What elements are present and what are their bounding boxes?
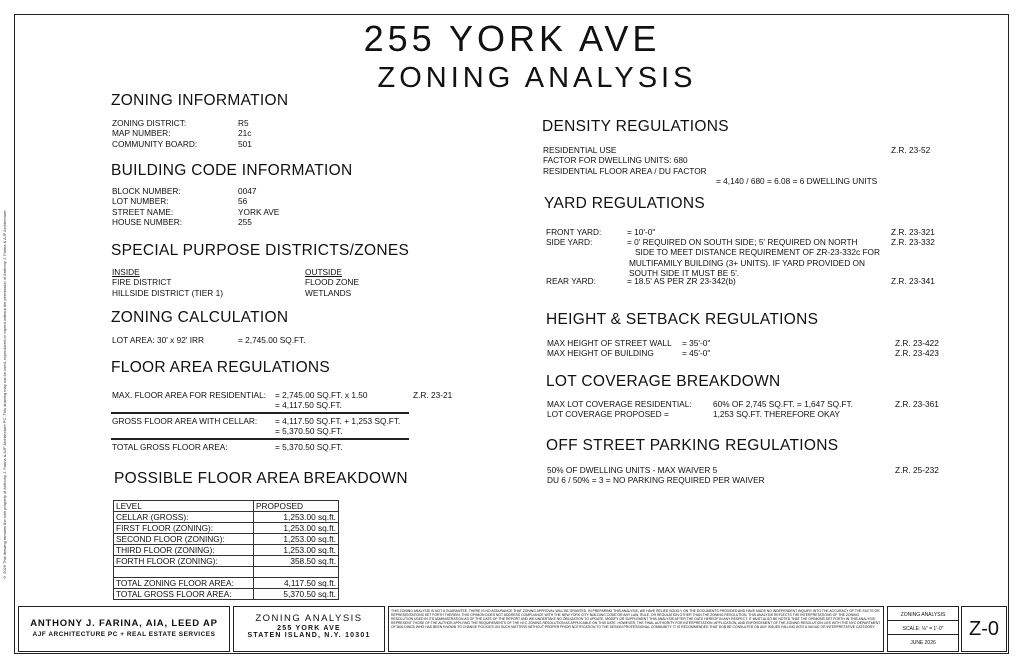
sheet-info-block	[887, 606, 959, 652]
front-yard-label: FRONT YARD:	[546, 227, 602, 237]
project-address-line1: 255 YORK AVE	[277, 625, 341, 632]
density-ref: Z.R. 23-52	[891, 145, 931, 155]
table-row	[114, 567, 339, 578]
page-subtitle: ZONING ANALYSIS	[377, 62, 697, 94]
table-row: CELLAR (GROSS): 1,253.00 sq.ft.	[114, 512, 339, 523]
parking-text: 50% OF DWELLING UNITS - MAX WAIVER 5 DU 6 / 50% = 3 = NO PARKING REQUIRED PER WAIVER	[547, 465, 765, 486]
building-code-labels: BLOCK NUMBER: LOT NUMBER: STREET NAME: HOUSE NUMBER:	[112, 186, 183, 227]
table-row: TOTAL GROSS FLOOR AREA: 5,370.50 sq.ft.	[114, 588, 339, 599]
yard-heading: YARD REGULATIONS	[544, 195, 705, 212]
parking-ref: Z.R. 25-232	[895, 465, 939, 475]
total-gross-label: TOTAL GROSS FLOOR AREA:	[112, 442, 228, 452]
sheet-number: Z-0	[961, 606, 1007, 652]
gross-floor-area-label: GROSS FLOOR AREA WITH CELLAR:	[112, 416, 258, 426]
floor-area-heading: FLOOR AREA REGULATIONS	[111, 359, 331, 376]
architect-block	[18, 606, 230, 652]
lot-coverage-ref: Z.R. 23-361	[895, 399, 939, 409]
zoning-calc-heading: ZONING CALCULATION	[111, 309, 289, 326]
height-labels: MAX HEIGHT OF STREET WALL MAX HEIGHT OF BUILDING	[547, 338, 672, 359]
height-heading: HEIGHT & SETBACK REGULATIONS	[546, 311, 819, 328]
architect-name: ANTHONY J. FARINA, AIA, LEED AP	[30, 618, 218, 629]
density-text: RESIDENTIAL USE FACTOR FOR DWELLING UNITS: 680 RESIDENTIAL FLOOR AREA / DU FACTOR = 4,140 / 680 = 6.08 = 6 DWELLING UNITS	[543, 145, 878, 186]
rear-yard-value: = 18.5' AS PER ZR 23-342(b)	[627, 276, 736, 286]
table-row: TOTAL ZONING FLOOR AREA: 4,117.50 sq.ft.	[114, 577, 339, 588]
project-sheet-title: ZONING ANALYSIS	[255, 613, 363, 624]
table-row: SECOND FLOOR (ZONING): 1,253.00 sq.ft.	[114, 534, 339, 545]
special-districts-outside: OUTSIDE FLOOD ZONE WETLANDS	[305, 267, 359, 298]
building-code-heading: BUILDING CODE INFORMATION	[111, 162, 353, 179]
height-values: = 35'-0" = 45'-0"	[682, 338, 711, 359]
table-row: FORTH FLOOR (ZONING): 358.50 sq.ft.	[114, 556, 339, 567]
project-address-line2: STATEN ISLAND, N.Y. 10301	[247, 632, 371, 639]
firm-name: AJF ARCHITECTURE PC + REAL ESTATE SERVICES	[32, 631, 216, 638]
special-districts-heading: SPECIAL PURPOSE DISTRICTS/ZONES	[111, 242, 410, 259]
rear-yard-label: REAR YARD:	[546, 276, 596, 286]
max-floor-area-label: MAX. FLOOR AREA FOR RESIDENTIAL:	[112, 390, 266, 400]
table-row: FIRST FLOOR (ZONING): 1,253.00 sq.ft.	[114, 523, 339, 534]
front-yard-value: = 10'-0"	[627, 227, 656, 237]
copyright-note: © 2026 This drawing remains the sole property of Anthony J. Farina & AJF Architecture PC. This drawing may not be used, reproduced or copied without the permission of Anthony J. Farina & AJF Architecture.	[2, 209, 7, 580]
table-row: THIRD FLOOR (ZONING): 1,253.00 sq.ft.	[114, 545, 339, 556]
breakdown-heading: POSSIBLE FLOOR AREA BREAKDOWN	[114, 470, 408, 487]
parking-heading: OFF STREET PARKING REGULATIONS	[546, 437, 839, 454]
lot-coverage-labels: MAX LOT COVERAGE RESIDENTIAL: LOT COVERAGE PROPOSED =	[547, 399, 692, 420]
zoning-info-heading: ZONING INFORMATION	[111, 92, 289, 109]
special-districts-inside: INSIDE FIRE DISTRICT HILLSIDE DISTRICT (TIER 1)	[112, 267, 223, 298]
side-yard-ref: Z.R. 23-332	[891, 237, 935, 247]
max-floor-area-values: = 2,745.00 SQ.FT. x 1.50 = 4,117.50 SQ.FT.	[275, 390, 368, 411]
lot-area-value: = 2,745.00 SQ.FT.	[238, 335, 306, 345]
floor-area-breakdown-table	[113, 500, 339, 600]
divider	[111, 438, 409, 440]
lot-area-label: LOT AREA: 30' x 92' IRR	[112, 335, 205, 345]
side-yard-label: SIDE YARD:	[546, 237, 593, 247]
page-title: 255 YORK AVE	[363, 18, 661, 59]
divider	[111, 412, 409, 414]
disclaimer-block: THIS ZONING ANALYSIS IS NOT A GUARANTEE. THERE IS NO ASSURANCE THAT ZONING APPROVAL WILL BE GRANTED. IN PREPARING THIS ANALYSIS, WE HAVE RELIED SOLELY ON THE DOCUMENTS PROVIDED AND HAVE MADE NO INDEPENDENT INQUIRY INTO THE ACCURACY OF THE FACTS OR REPRESENTATIONS SET FORTH THEREIN. THIS OPINION DOES NOT ADDRESS COMPLIANCE WITH THE NEW YORK CITY BUILDING CODE OR ANY LAW, RULE, OR REGULATION OTHER THAN THE ZONING RESOLUTION. THIS ANALYSIS REFLECTS THE INTERPRETATIONS OF THE ZONING RESOLUTION USED IN ITS ADMINISTRATION AS OF THE DATE OF THE REPORT AND WE UNDERTAKE NO OBLIGATION TO UPDATE, MODIFY OR SUPPLEMENT THIS ANALYSIS AFTER THE DATE HEREOF IN ANY RESPECT. IT MUST ALSO BE NOTED THAT THE OPINIONS SET FORTH IN THIS ANALYSIS REPRESENT THOSE OF THE AUTHOR APPLYING THE REQUIREMENTS OF THE NYC ZONING RESOLUTION AS APPLICABLE ON THIS DATE. HOWEVER, THE FINAL AUTHORITY FOR INTERPRETATION, APPLICATION, AND ENFORCEMENT OF THE ZONING RESOLUTION LIES WITH THE NYC DEPARTMENT OF BUILDINGS WHO HAS BEEN KNOWN TO CHANGE POLICIES ON SUCH MATTERS WITHOUT PROPER PRIOR NOTIFICATION TO THE DESIGN PROFESSIONAL COMMUNITY. IT IS RECOMMENDED THAT DOB BE CONSULTED ON ANY ISSUES FALLING INTO A VAGUE OR INTERPRETATIVE CATEGORY.	[388, 606, 884, 652]
rear-yard-ref: Z.R. 23-341	[891, 276, 935, 286]
table-header-row: LEVEL PROPOSED	[114, 501, 339, 512]
lot-coverage-values: 60% OF 2,745 SQ.FT. = 1,647 SQ.FT. 1,253 SQ.FT. THEREFORE OKAY	[713, 399, 853, 420]
zoning-info-labels: ZONING DISTRICT: MAP NUMBER: COMMUNITY BOARD:	[112, 118, 198, 149]
gross-floor-area-values: = 4,117.50 SQ.FT. + 1,253 SQ.FT. = 5,370.50 SQ.FT.	[275, 416, 401, 437]
project-block	[233, 606, 385, 652]
height-refs: Z.R. 23-422 Z.R. 23-423	[895, 338, 939, 359]
sheet-name: ZONING ANALYSIS	[888, 609, 958, 621]
side-yard-value: = 0' REQUIRED ON SOUTH SIDE; 5' REQUIRED ON NORTH SIDE TO MEET DISTANCE REQUIREMENT OF ZR-23-332c FOR MULTIFAMILY BUILDING (3+ UNITS). IF YARD PROVIDED ON SOUTH SIDE IT MUST BE 5'.	[627, 237, 880, 278]
max-floor-area-ref: Z.R. 23-21	[413, 390, 453, 400]
building-code-values: 0047 56 YORK AVE 255	[238, 186, 280, 227]
zoning-info-values: R5 21c 501	[238, 118, 252, 149]
sheet-date: JUNE 2026	[910, 640, 936, 646]
density-heading: DENSITY REGULATIONS	[542, 118, 729, 135]
total-gross-value: = 5,370.50 SQ.FT.	[275, 442, 343, 452]
lot-coverage-heading: LOT COVERAGE BREAKDOWN	[546, 373, 781, 390]
sheet-scale: SCALE: ⅛" = 1'-0"	[888, 623, 958, 635]
front-yard-ref: Z.R. 23-321	[891, 227, 935, 237]
